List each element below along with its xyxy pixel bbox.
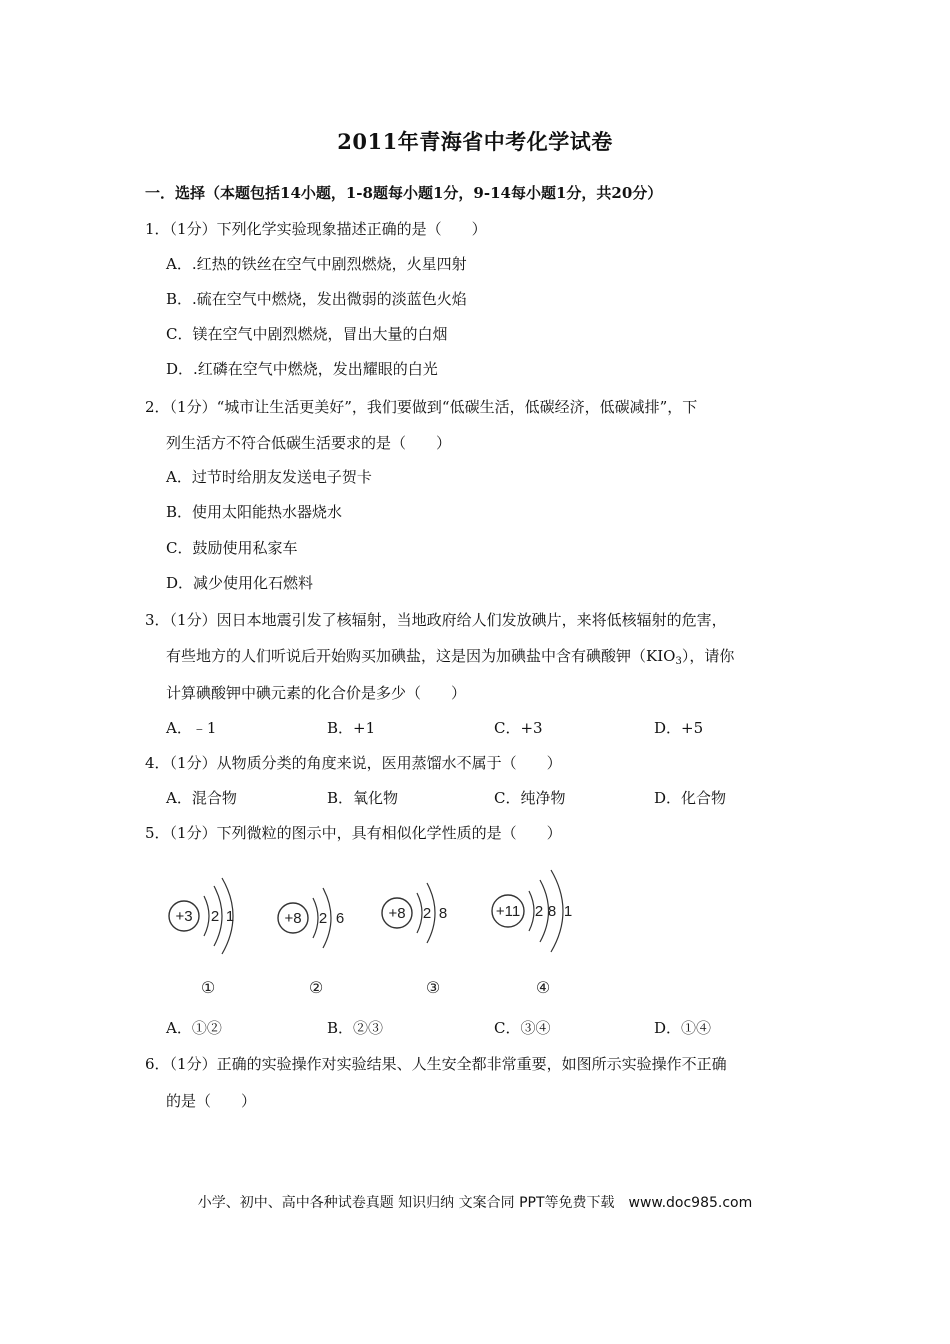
question-1-option-a: A．.红热的铁丝在空气中剧烈燃烧，火星四射 [166,255,467,273]
atom-3-shell-1: 2 [422,905,432,922]
question-5-option-c: C．③④ [494,1019,551,1037]
question-5-option-a: A．①② [166,1019,222,1037]
footer-text: 小学、初中、高中各种试卷真题 知识归纳 文案合同 PPT等免费下载 www.doc985.com [197,1195,753,1211]
atom-3-label: ③ [425,980,441,997]
question-3-stem-line3: 计算碘酸钾中碘元素的化合价是多少（ ） [166,684,467,702]
atom-diagram-2 [278,888,344,997]
question-3-stem-line1: 3．（1分）因日本地震引发了核辐射，当地政府给人们发放碘片，来将低核辐射的危害， [145,611,727,629]
question-4-option-c: C．纯净物 [494,789,566,807]
atom-1-nucleus: +3 [175,908,193,925]
section-heading: 一．选择（本题包括14小题，1-8题每小题1分，9-14每小题1分，共20分） [145,184,663,202]
question-2-stem-line1: 2．（1分）“城市让生活更美好”，我们要做到“低碳生活，低碳经济，低碳减排”，下 [145,398,698,416]
question-1-option-c: C．镁在空气中剧烈燃烧，冒出大量的白烟 [166,325,448,343]
question-3-stem-line2-end: ），请你 [681,647,735,665]
question-3-option-d: D．+5 [654,719,704,737]
question-5-stem: 5．（1分）下列微粒的图示中，具有相似化学性质的是（ ） [145,824,562,842]
question-2-option-c: C．鼓励使用私家车 [166,539,298,557]
atom-4-shell-2: 8 [547,903,557,920]
atomic-structure-diagrams [160,866,600,1006]
question-4-option-b: B．氧化物 [327,789,399,807]
question-3-stem-line2 [166,645,734,667]
atom-1-shell-1: 2 [210,908,220,925]
question-4-stem: 4．（1分）从物质分类的角度来说，医用蒸馏水不属于（ ） [145,754,562,772]
question-6-stem-line2: 的是（ ） [166,1092,257,1110]
atom-4-label: ④ [535,980,551,997]
question-2-option-d: D．减少使用化石燃料 [166,574,314,592]
question-2-stem-line2: 列生活方不符合低碳生活要求的是（ ） [166,434,452,452]
question-5-option-d: D．①④ [654,1019,712,1037]
atom-1-shell-2: 1 [225,908,235,925]
kio3-subscript: 3 [675,656,682,667]
question-2-option-a: A．过节时给朋友发送电子贺卡 [166,468,372,486]
question-4-option-d: D．化合物 [654,789,727,807]
question-3-stem-line2-text: 有些地方的人们听说后开始购买加碘盐，这是因为加碘盐中含有碘酸钾（KIO [166,647,676,665]
atom-diagram-3 [382,883,447,997]
atom-2-shell-1: 2 [318,910,328,927]
question-3-option-b: B．+1 [327,719,376,737]
question-1-stem: 1．（1分）下列化学实验现象描述正确的是（ ） [145,220,487,238]
question-5-option-b: B．②③ [327,1019,384,1037]
atom-1-label: ① [200,980,216,997]
atom-2-shell-2: 6 [335,910,345,927]
question-1-option-d: D．.红磷在空气中燃烧，发出耀眼的白光 [166,360,438,378]
question-1-option-b: B．.硫在空气中燃烧，发出微弱的淡蓝色火焰 [166,290,467,308]
question-3-option-c: C．+3 [494,719,543,737]
question-3-option-a: A．﹣1 [166,719,217,737]
atom-4-shell-1: 2 [534,903,544,920]
question-2-option-b: B．使用太阳能热水器烧水 [166,503,343,521]
atom-3-shell-2: 8 [438,905,448,922]
atom-2-nucleus: +8 [284,910,302,927]
question-6-stem-line1: 6．（1分）正确的实验操作对实验结果、人生安全都非常重要，如图所示实验操作不正确 [145,1055,727,1073]
atom-diagram-1 [169,878,234,997]
page-title: 2011年青海省中考化学试卷 [337,129,613,154]
question-4-option-a: A．混合物 [166,789,237,807]
atom-4-nucleus: +11 [495,903,521,920]
atom-2-label: ② [308,980,324,997]
atom-4-shell-3: 1 [563,903,573,920]
atom-diagram-4 [492,870,572,997]
atom-3-nucleus: +8 [388,905,406,922]
